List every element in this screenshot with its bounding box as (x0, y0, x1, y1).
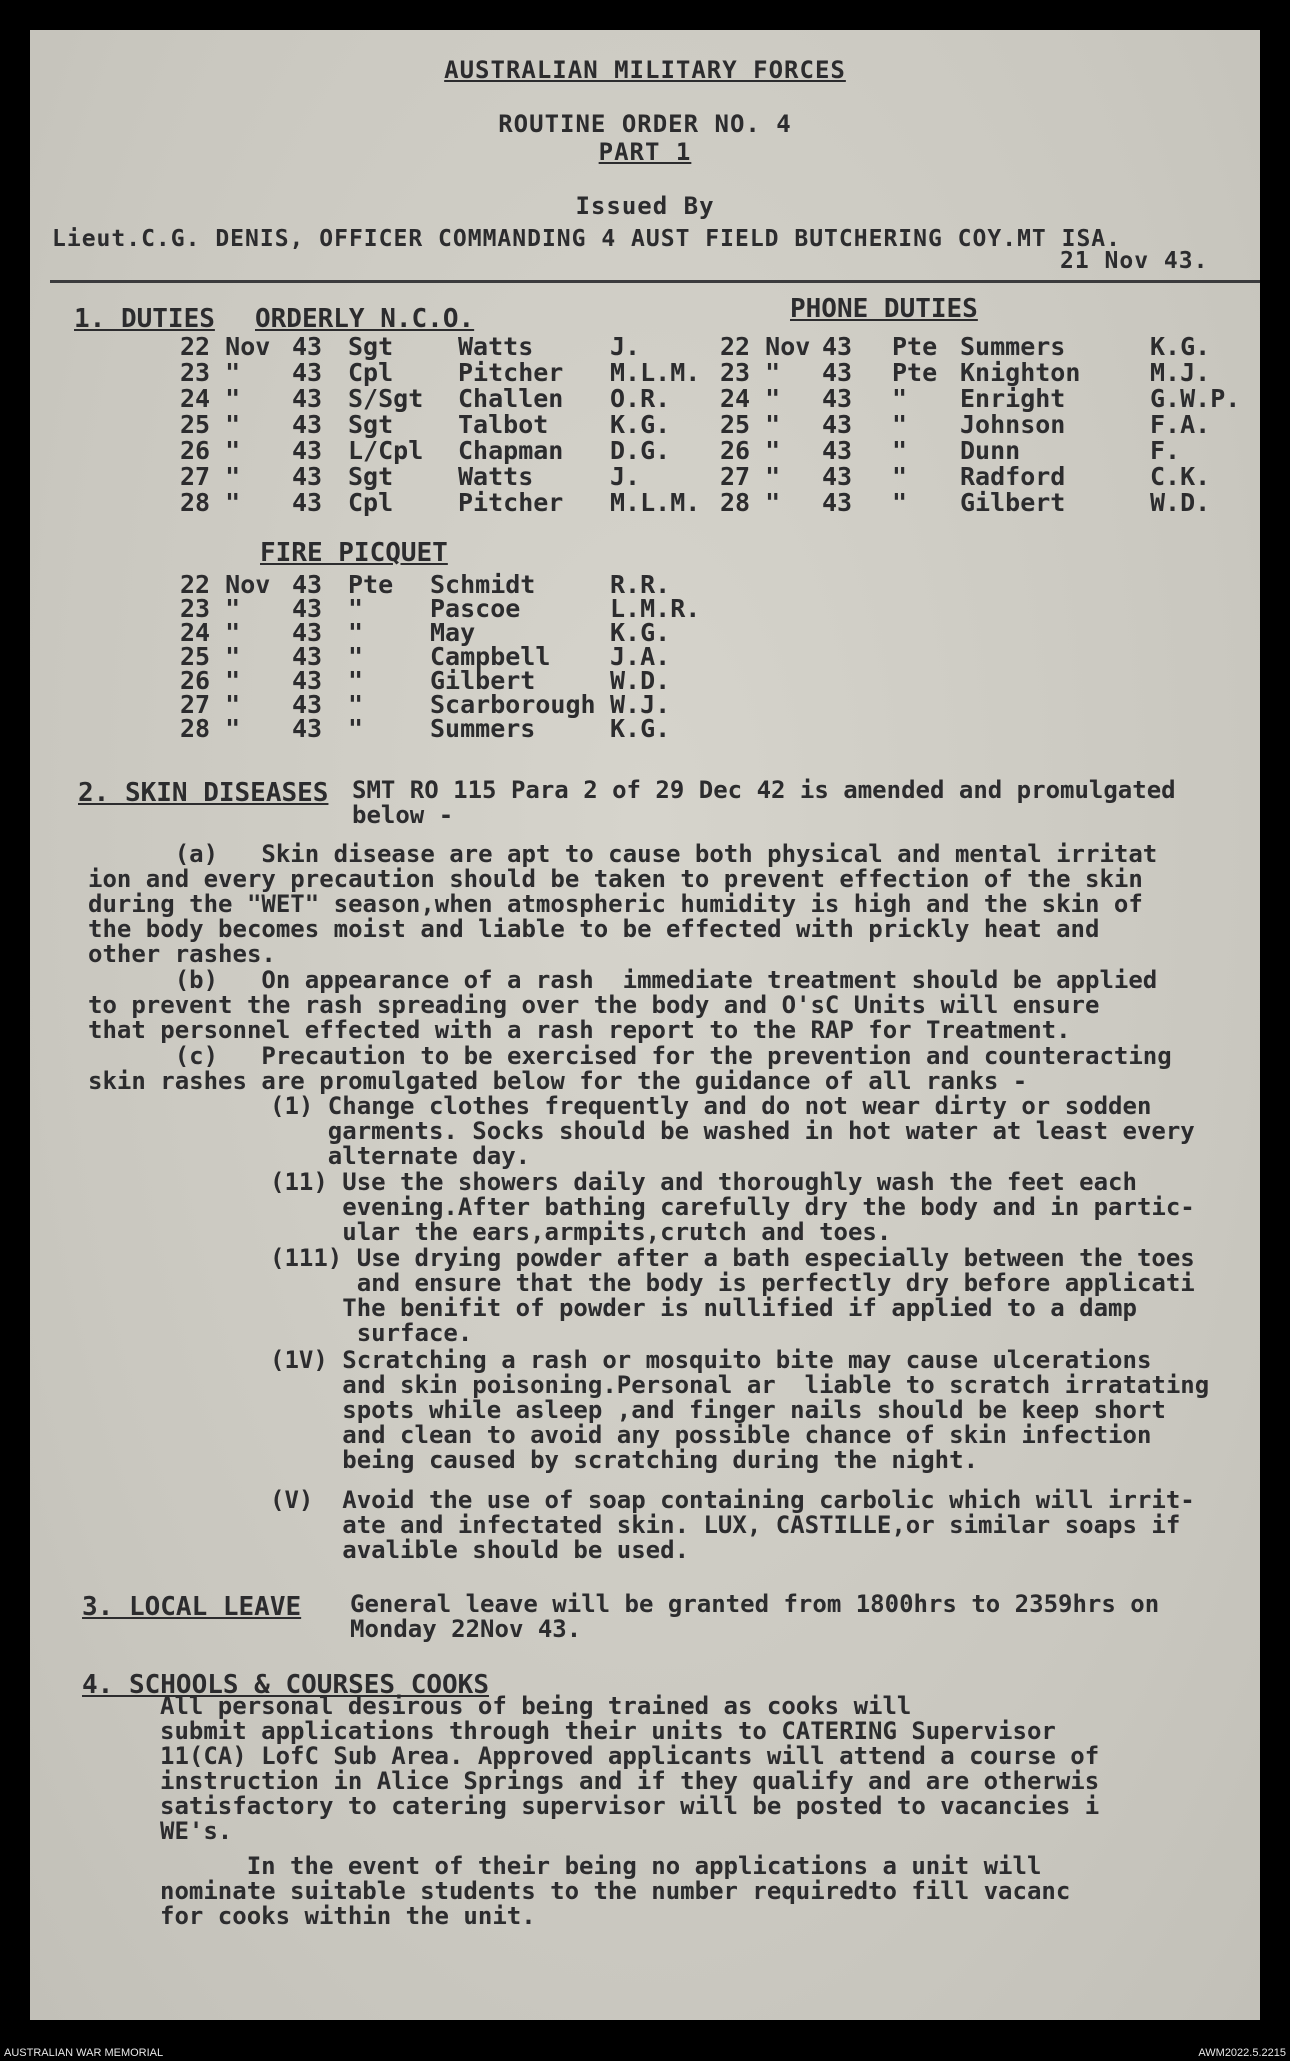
part-label: PART 1 (598, 138, 692, 166)
roster-cell: 22 Nov (180, 570, 271, 599)
roster-cell: Summers (960, 332, 1066, 361)
org-heading: AUSTRALIAN MILITARY FORCES (444, 56, 846, 84)
roster-cell: F.A. (1150, 410, 1211, 439)
roster-cell: " (892, 410, 908, 439)
roster-cell: M.J. (1150, 358, 1211, 387)
schools-para-2: In the event of their being no applications a unit will nominate suitable students to the number requiredto fill vacanc for cooks within the unit. (160, 1852, 1071, 1930)
roster-cell: 23 " (720, 358, 781, 387)
roster-cell: 43 (292, 410, 323, 439)
roster-cell: K.G. (1150, 332, 1211, 361)
roster-cell: Johnson (960, 410, 1066, 439)
roster-cell: Pitcher (458, 358, 564, 387)
roster-cell: 27 " (180, 462, 241, 491)
roster-cell: L/Cpl (348, 436, 424, 465)
roster-cell: 43 (292, 358, 323, 387)
roster-cell: 25 " (720, 410, 781, 439)
roster-cell: 43 (292, 714, 323, 743)
leave-text: General leave will be granted from 1800hrs to 2359hrs on Monday 22Nov 43. (350, 1590, 1160, 1643)
roster-cell: Gilbert (960, 488, 1066, 517)
roster-cell: C.K. (1150, 462, 1211, 491)
roster-cell: Pte (348, 570, 394, 599)
roster-cell: 43 (292, 618, 323, 647)
roster-cell: 43 (822, 358, 853, 387)
skin-para-a: (a) Skin disease are apt to cause both physical and mental irritat ion and every precaution should be taken to prevent effection of the skin during the "WET" season,when atmospheric humidity is high and the skin of the body becomes moist and liable to be effected with prickly heat and other rashes. (88, 840, 1158, 968)
roster-cell: 24 " (180, 618, 241, 647)
roster-cell: 28 " (180, 488, 241, 517)
roster-cell: " (348, 714, 364, 743)
roster-cell: 25 " (180, 642, 241, 671)
roster-cell: 28 " (180, 714, 241, 743)
roster-cell: Pascoe (430, 594, 521, 623)
roster-cell: " (348, 666, 364, 695)
roster-cell: K.G. (610, 618, 671, 647)
roster-cell: Schmidt (430, 570, 536, 599)
roster-cell: " (892, 462, 908, 491)
roster-cell: 43 (822, 488, 853, 517)
roster-cell: Watts (458, 332, 534, 361)
roster-cell: 43 (822, 436, 853, 465)
skin-item-1v: (1V) Scratching a rash or mosquito bite may cause ulcerations and skin poisoning.Personal ar liable to scratch irratating spots while asleep ,and finger nails should be keep short and clean to avoid any possible chance of skin infection being caused by scratching during the night. (270, 1346, 1210, 1474)
roster-cell: 43 (292, 462, 323, 491)
roster-cell: 28 " (720, 488, 781, 517)
roster-cell: " (892, 384, 908, 413)
roster-cell: " (348, 642, 364, 671)
roster-cell: Dunn (960, 436, 1021, 465)
roster-cell: 43 (292, 666, 323, 695)
roster-cell: 43 (822, 462, 853, 491)
duties-label: 1. DUTIES (74, 304, 215, 334)
footer-id: AWM2022.5.2215 (1198, 2047, 1286, 2059)
roster-cell: Cpl (348, 488, 394, 517)
roster-cell: Scarborough (430, 690, 596, 719)
schools-para-1: All personal desirous of being trained as cooks will submit applications through their units to CATERING Supervisor 11(CA) LofC Sub Area. Approved applicants will attend a course of instruction in Alice Springs and if they qualify and are otherwis satisfactory to catering supervisor will be posted to vacancies i WE's. (160, 1692, 1100, 1845)
roster-cell: 43 (292, 384, 323, 413)
roster-cell: K.G. (610, 714, 671, 743)
roster-cell: J. (610, 462, 641, 491)
roster-cell: 43 (292, 332, 323, 361)
roster-cell: J. (610, 332, 641, 361)
roster-cell: M.L.M. (610, 488, 701, 517)
roster-cell: Watts (458, 462, 534, 491)
roster-cell: Sgt (348, 462, 394, 491)
roster-cell: " (348, 618, 364, 647)
roster-cell: 27 " (720, 462, 781, 491)
issuer-line: Lieut.C.G. DENIS, OFFICER COMMANDING 4 AUST FIELD BUTCHERING COY.MT ISA. (52, 226, 1121, 252)
roster-cell: 26 " (720, 436, 781, 465)
roster-cell: Pte (892, 332, 938, 361)
roster-cell: Radford (960, 462, 1066, 491)
roster-cell: 27 " (180, 690, 241, 719)
fire-picquet-heading: FIRE PICQUET (260, 538, 448, 568)
roster-cell: M.L.M. (610, 358, 701, 387)
document-page (30, 30, 1260, 2020)
roster-cell: Knighton (960, 358, 1081, 387)
roster-cell: 26 " (180, 666, 241, 695)
roster-cell: 22 Nov (180, 332, 271, 361)
roster-cell: F. (1150, 436, 1181, 465)
roster-cell: D.G. (610, 436, 671, 465)
roster-cell: " (892, 436, 908, 465)
roster-cell: " (892, 488, 908, 517)
footer-credit: AUSTRALIAN WAR MEMORIAL (4, 2047, 164, 2059)
roster-cell: 24 " (180, 384, 241, 413)
roster-cell: O.R. (610, 384, 671, 413)
roster-cell: 22 Nov (720, 332, 811, 361)
roster-cell: 43 (292, 690, 323, 719)
roster-cell: 23 " (180, 594, 241, 623)
roster-cell: 43 (822, 384, 853, 413)
roster-cell: 26 " (180, 436, 241, 465)
skin-item-1: (1) Change clothes frequently and do not wear dirty or sodden garments. Socks should be washed in hot water at least every alternate day. (270, 1092, 1195, 1170)
roster-cell: Pitcher (458, 488, 564, 517)
skin-para-c: (c) Precaution to be exercised for the prevention and counteracting skin rashes are promulgated below for the guidance of all ranks - (88, 1042, 1172, 1095)
issued-by-label: Issued By (575, 192, 715, 220)
roster-cell: S/Sgt (348, 384, 424, 413)
roster-cell: J.A. (610, 642, 671, 671)
roster-cell: Cpl (348, 358, 394, 387)
roster-cell: R.R. (610, 570, 671, 599)
roster-cell: Gilbert (430, 666, 536, 695)
roster-cell: Enright (960, 384, 1066, 413)
roster-cell: L.M.R. (610, 594, 701, 623)
roster-cell: May (430, 618, 476, 647)
roster-cell: 43 (292, 594, 323, 623)
roster-cell: " (348, 594, 364, 623)
header-rule (50, 280, 1260, 283)
roster-cell: Sgt (348, 332, 394, 361)
skin-label: 2. SKIN DISEASES (78, 778, 329, 808)
roster-cell: 43 (292, 570, 323, 599)
leave-label: 3. LOCAL LEAVE (82, 1592, 302, 1622)
roster-cell: 23 " (180, 358, 241, 387)
skin-para-b: (b) On appearance of a rash immediate treatment should be applied to prevent the rash spreading over the body and O'sC Units will ensure that personnel effected with a rash report to the RAP for Treatment. (88, 966, 1158, 1044)
skin-item-11: (11) Use the showers daily and thoroughly wash the feet each evening.After bathing carefully dry the body and in partic- ular the ears,armpits,crutch and toes. (270, 1168, 1195, 1246)
phone-heading: PHONE DUTIES (790, 294, 978, 324)
orderly-heading: ORDERLY N.C.O. (255, 304, 475, 334)
roster-cell: Campbell (430, 642, 551, 671)
skin-intro: SMT RO 115 Para 2 of 29 Dec 42 is amended and promulgated below - (352, 776, 1176, 829)
roster-cell: Summers (430, 714, 536, 743)
roster-cell: 43 (292, 642, 323, 671)
roster-cell: 43 (292, 488, 323, 517)
roster-cell: Talbot (458, 410, 549, 439)
roster-cell: Pte (892, 358, 938, 387)
roster-cell: " (348, 690, 364, 719)
roster-cell: 43 (822, 410, 853, 439)
roster-cell: Challen (458, 384, 564, 413)
roster-cell: W.J. (610, 690, 671, 719)
roster-cell: 25 " (180, 410, 241, 439)
roster-cell: W.D. (1150, 488, 1211, 517)
skin-item-v: (V) Avoid the use of soap containing carbolic which will irrit- ate and infectated skin. LUX, CASTILLE,or similar soaps if avalible should be used. (270, 1486, 1195, 1564)
roster-cell: K.G. (610, 410, 671, 439)
skin-item-111: (111) Use drying powder after a bath especially between the toes and ensure that the body is perfectly dry before applicati The benifit of powder is nullified if applied to a damp surface. (270, 1244, 1195, 1347)
roster-cell: 43 (292, 436, 323, 465)
order-title: ROUTINE ORDER NO. 4 (498, 110, 792, 138)
schools-label: 4. SCHOOLS & COURSES COOKS (82, 1670, 489, 1700)
roster-cell: W.D. (610, 666, 671, 695)
order-date: 21 Nov 43. (1060, 248, 1209, 274)
roster-cell: 43 (822, 332, 853, 361)
roster-cell: Chapman (458, 436, 564, 465)
roster-cell: 24 " (720, 384, 781, 413)
roster-cell: Sgt (348, 410, 394, 439)
roster-cell: G.W.P. (1150, 384, 1241, 413)
